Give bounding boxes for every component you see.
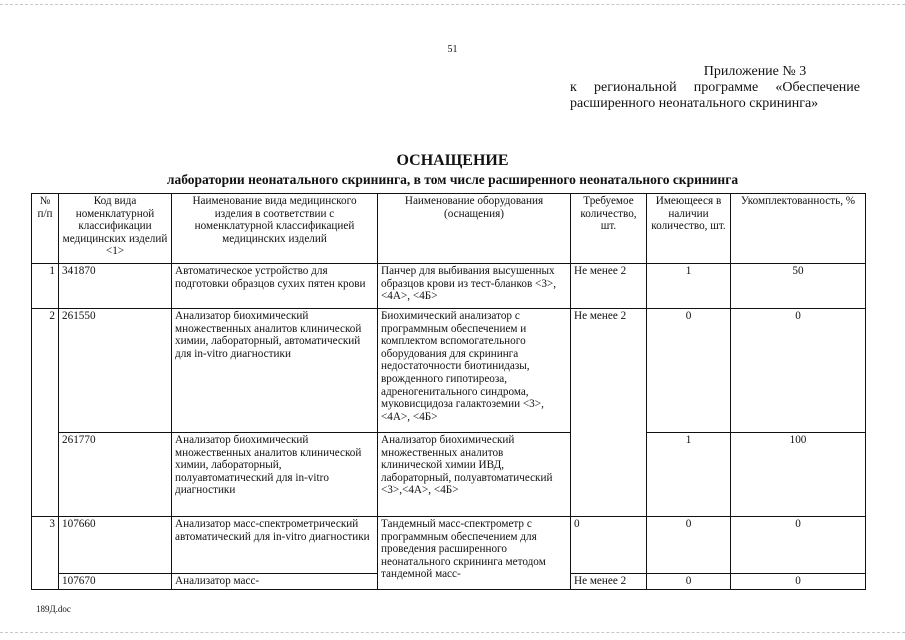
row-equipment: Панчер для выбивания высушенных образцов крови из тест-бланков <3>,<4А>, <4Б> bbox=[378, 264, 571, 309]
row-num: 3 bbox=[32, 517, 59, 590]
row-code: 107670 bbox=[59, 574, 172, 590]
table-row bbox=[32, 309, 866, 433]
row-completeness: 0 bbox=[731, 574, 866, 590]
row-completeness: 0 bbox=[731, 309, 866, 433]
header-code: Код вида номенклатурной классификации медицинских изделий <1> bbox=[59, 194, 172, 264]
row-available: 0 bbox=[647, 309, 731, 433]
row-num: 2 bbox=[32, 309, 59, 517]
header-num: № п/п bbox=[32, 194, 59, 264]
document-subtitle: лаборатории неонатального скрининга, в том числе расширенного неонатального скрининга bbox=[166, 172, 739, 187]
row-available: 0 bbox=[647, 574, 731, 590]
row-kind: Анализатор масс-спектрометрический автоматический для in-vitro диагностики bbox=[172, 517, 378, 574]
scan-edge-bottom bbox=[0, 632, 905, 633]
row-completeness: 100 bbox=[731, 433, 866, 517]
appendix-line-1: Приложение № 3 bbox=[703, 64, 807, 79]
header-available: Имеющееся в наличии количество, шт. bbox=[647, 194, 731, 264]
row-kind: Анализатор масс- bbox=[172, 574, 378, 590]
footer-filename: 189Д.doc bbox=[36, 604, 71, 614]
row-code: 261770 bbox=[59, 433, 172, 517]
row-required: Не менее 2 bbox=[571, 264, 647, 309]
row-completeness: 0 bbox=[731, 517, 866, 574]
header-kind: Наименование вида медицинского изделия в соответствии с номенклатурной классификацией медицинских изделий bbox=[172, 194, 378, 264]
row-completeness: 50 bbox=[731, 264, 866, 309]
row-required: Не менее 2 bbox=[571, 574, 647, 590]
row-required: 0 bbox=[571, 517, 647, 574]
row-available: 1 bbox=[647, 433, 731, 517]
row-code: 261550 bbox=[59, 309, 172, 433]
row-available: 0 bbox=[647, 517, 731, 574]
row-equipment: Анализатор биохимический множественных аналитов клинической химии ИВД, лабораторный, полуавтоматический <3>,<4А>, <4Б> bbox=[378, 433, 571, 517]
row-kind: Анализатор биохимический множественных аналитов клинической химии, лабораторный, полуавтоматический для in-vitro диагностики bbox=[172, 433, 378, 517]
table-row bbox=[32, 264, 866, 309]
document-title: ОСНАЩЕНИЕ bbox=[396, 152, 509, 169]
appendix-line-2: к региональной программе «Обеспечение bbox=[570, 80, 860, 95]
page-number: 51 bbox=[447, 44, 458, 55]
row-equipment: Биохимический анализатор с программным обеспечением и комплектом вспомогательного оборудования для скрининга недостаточности биотинидазы, врожденного гипотиреоза, адреногенитального синдрома, муковисцидоза галактоземии <3>,<4А>, <4Б> bbox=[378, 309, 571, 433]
row-num: 1 bbox=[32, 264, 59, 309]
equipment-table bbox=[31, 193, 866, 590]
table-row bbox=[32, 517, 866, 574]
scan-edge-top bbox=[0, 4, 905, 5]
row-kind: Автоматическое устройство для подготовки образцов сухих пятен крови bbox=[172, 264, 378, 309]
row-equipment: Тандемный масс-спектрометр с программным обеспечением для проведения расширенного неонатального скрининга методом тандемной масс- bbox=[378, 517, 571, 590]
row-code: 107660 bbox=[59, 517, 172, 574]
appendix-note bbox=[570, 64, 860, 112]
header-required: Требуемое количество, шт. bbox=[571, 194, 647, 264]
table-header-row bbox=[32, 194, 866, 264]
header-equipment: Наименование оборудования (оснащения) bbox=[378, 194, 571, 264]
row-code: 341870 bbox=[59, 264, 172, 309]
row-kind: Анализатор биохимический множественных аналитов клинической химии, лабораторный, автоматический для in-vitro диагностики bbox=[172, 309, 378, 433]
table-row bbox=[32, 433, 866, 517]
header-completeness: Укомплектованность, % bbox=[731, 194, 866, 264]
appendix-line-3: расширенного неонатального скрининга» bbox=[570, 96, 819, 111]
row-required: Не менее 2 bbox=[571, 309, 647, 517]
row-available: 1 bbox=[647, 264, 731, 309]
